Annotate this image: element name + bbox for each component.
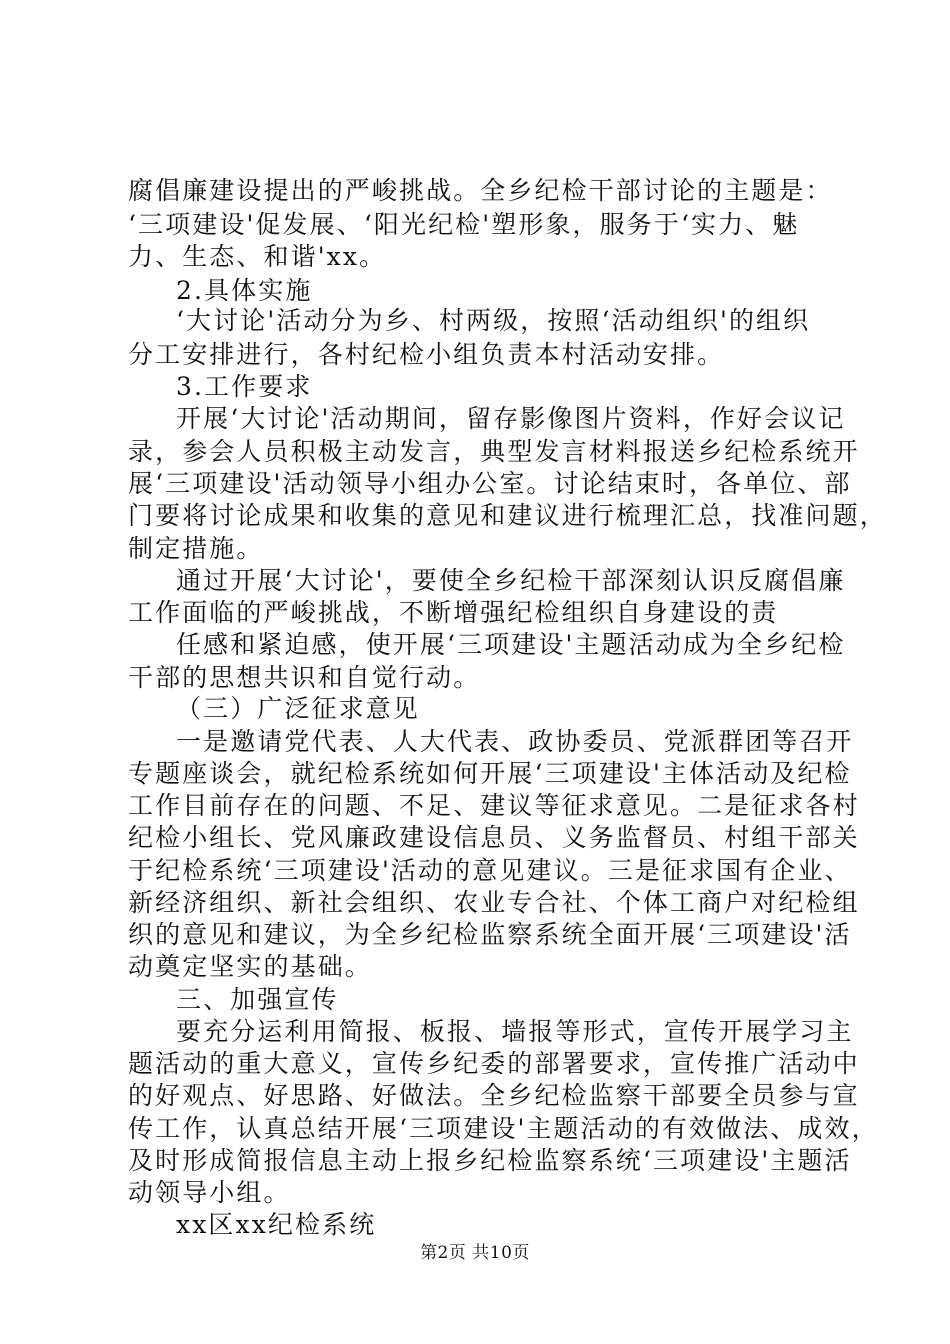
body-text-line: 力、生态、和谐'xx。 (128, 242, 387, 271)
body-text-line: 织的意见和建议，为全乡纪检监察系统全面开展‘三项建设'活 (128, 920, 852, 949)
body-text-line: 录，参会人员积极主动发言，典型发言材料报送乡纪检系统开 (128, 437, 860, 466)
body-text-line: 通过开展‘大讨论'，要使全乡纪检干部深刻认识反腐倡廉 (176, 566, 846, 595)
body-text-line: ‘三项建设'促发展、‘阳光纪检'塑形象，服务于‘实力、魅 (128, 210, 800, 239)
body-text-line: 的好观点、好思路、好做法。全乡纪检监察干部要全员参与宣 (128, 1081, 860, 1110)
section-heading: 三、加强宣传 (176, 985, 339, 1014)
body-text-line: 工作面临的严峻挑战，不断增强纪检组织自身建设的责 (128, 598, 779, 627)
section-heading: 2.具体实施 (176, 276, 313, 305)
section-heading: 3.工作要求 (176, 372, 313, 401)
body-text-line: 干部的思想共识和自觉行动。 (128, 663, 481, 692)
body-text-line: 分工安排进行，各村纪检小组负责本村活动安排。 (128, 340, 725, 369)
body-text-line: 动领导小组。 (128, 1178, 291, 1207)
body-text-line: 动奠定坚实的基础。 (128, 952, 372, 981)
section-heading: （三）广泛征求意见 (176, 694, 420, 723)
signature-line: xx区xx纪检系统 (176, 1210, 377, 1239)
body-text-line: 开展‘大讨论'活动期间，留存影像图片资料，作好会议记 (176, 404, 846, 433)
body-text-line: 一是邀请党代表、人大代表、政协委员、党派群团等召开 (176, 727, 854, 756)
body-text-line: 于纪检系统‘三项建设'活动的意见建议。三是征求国有企业、 (128, 856, 852, 885)
body-text-line: 专题座谈会，就纪检系统如何开展‘三项建设'主体活动及纪检 (128, 759, 852, 788)
body-text-line: 制定措施。 (128, 534, 264, 563)
body-text-line: 任感和紧迫感，使开展‘三项建设'主题活动成为全乡纪检 (176, 630, 846, 659)
body-text-line: 纪检小组长、党风廉政建设信息员、义务监督员、村组干部关 (128, 823, 860, 852)
body-text-line: 门要将讨论成果和收集的意见和建议进行梳理汇总，找准问题， (128, 501, 887, 530)
body-text-line: 工作目前存在的问题、不足、建议等征求意见。二是征求各村 (128, 791, 860, 820)
body-text-line: 题活动的重大意义，宣传乡纪委的部署要求，宣传推广活动中 (128, 1049, 860, 1078)
body-text-line: 及时形成简报信息主动上报乡纪检监察系统‘三项建设'主题活 (128, 1146, 852, 1175)
body-text-line: 腐倡廉建设提出的严峻挑战。全乡纪检干部讨论的主题是： (128, 176, 833, 205)
body-text-line: ‘大讨论'活动分为乡、村两级，按照‘活动组织'的组织 (176, 306, 811, 335)
page-number-footer: 第2页 共10页 (420, 1243, 530, 1263)
body-text-line: 展‘三项建设'活动领导小组办公室。讨论结束时，各单位、部 (128, 469, 852, 498)
body-text-line: 传工作，认真总结开展‘三项建设'主题活动的有效做法、成效， (128, 1114, 879, 1143)
body-text-line: 新经济组织、新社会组织、农业专合社、个体工商户对纪检组 (128, 888, 860, 917)
body-text-line: 要充分运利用简报、板报、墙报等形式，宣传开展学习主 (176, 1017, 854, 1046)
